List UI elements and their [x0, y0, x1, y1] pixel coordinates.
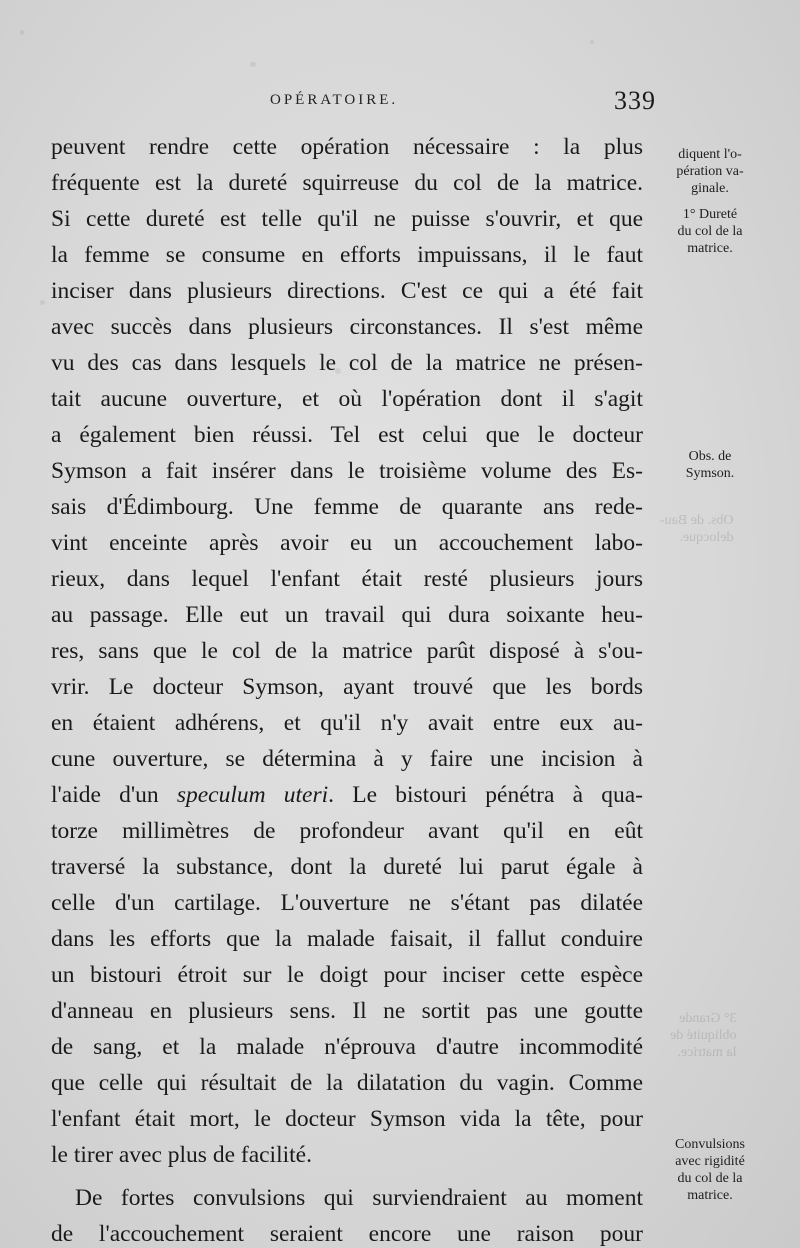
text-line: traversé la substance, dont la dureté lui parut égale à	[51, 854, 643, 880]
text-line: un bistouri étroit sur le doigt pour inciser cette espèce	[51, 962, 643, 988]
text-line: au passage. Elle eut un travail qui dura soixante heu-	[51, 602, 643, 628]
text-line: Symson a fait insérer dans le troisième volume des Es-	[51, 458, 643, 484]
margin-note: Obs. de Symson.	[685, 449, 735, 481]
paragraph	[51, 1180, 643, 1248]
running-head: OPÉRATOIRE.	[270, 92, 399, 108]
text-line: la femme se consume en efforts impuissans, il le faut	[51, 242, 643, 268]
page-header	[50, 86, 656, 120]
text-line: sais d'Édimbourg. Une femme de quarante ans rede-	[51, 494, 643, 520]
text-line: le tirer avec plus de facilité.	[51, 1142, 312, 1168]
page-number: 339	[614, 86, 656, 115]
text-line: Si cette dureté est telle qu'il ne puisse s'ouvrir, et que	[51, 206, 643, 232]
text-line: de l'accouchement seraient encore une raison pour	[51, 1221, 643, 1247]
text-line: cune ouverture, se détermina à y faire une incision à	[51, 746, 643, 772]
text-line: de sang, et la malade n'éprouva d'autre incommodité	[51, 1034, 643, 1060]
text-line: De fortes convulsions qui surviendraient au moment	[75, 1185, 643, 1211]
text-line: rieux, dans lequel l'enfant était resté plusieurs jours	[51, 566, 643, 592]
text-line: vrir. Le docteur Symson, ayant trouvé que les bords	[51, 674, 643, 700]
text-line: a également bien réussi. Tel est celui que le docteur	[51, 422, 643, 448]
text-line: vu des cas dans lesquels le col de la matrice ne présen-	[51, 350, 643, 376]
text-line: vint enceinte après avoir eu un accouchement labo-	[51, 530, 643, 556]
text-line: torze millimètres de profondeur avant qu'il en eût	[51, 818, 643, 844]
text-line: dans les efforts que la malade faisait, il fallut conduire	[51, 926, 643, 952]
margin-note: 1° Dureté du col de la matrice.	[677, 207, 743, 256]
margin-note: Convulsions avec rigidité du col de la matrice.	[674, 1137, 745, 1203]
bleed-through-text: Obs. de Bau- delocque.	[660, 513, 734, 545]
text-line: l'aide d'un speculum uteri. Le bistouri pénétra à qua-	[51, 782, 644, 808]
text-line: res, sans que le col de la matrice parût disposé à s'ou-	[51, 638, 643, 664]
bleed-through-text: 3° Grande obliquité de la matrice.	[670, 1011, 737, 1060]
text-line: l'enfant était mort, le docteur Symson vida la tête, pour	[51, 1106, 643, 1132]
text-line: tait aucune ouverture, et où l'opération dont il s'agit	[51, 386, 643, 412]
text-line: celle d'un cartilage. L'ouverture ne s'étant pas dilatée	[51, 890, 643, 916]
body-text	[51, 129, 643, 1248]
text-line: d'anneau en plusieurs sens. Il ne sortit pas une goutte	[51, 998, 643, 1024]
text-line: que celle qui résultait de la dilatation du vagin. Comme	[51, 1070, 643, 1096]
text-line: inciser dans plusieurs directions. C'est ce qui a été fait	[51, 278, 643, 304]
text-line: en étaient adhérens, et qu'il n'y avait entre eux au-	[51, 710, 643, 736]
text-line: avec succès dans plusieurs circonstances. Il s'est même	[51, 314, 643, 340]
paragraph	[51, 129, 643, 1173]
text-line: peuvent rendre cette opération nécessaire : la plus	[51, 134, 643, 160]
margin-note: diquent l'o- pération va- ginale.	[676, 147, 744, 196]
text-line: fréquente est la dureté squirreuse du col de la matrice.	[51, 170, 643, 196]
